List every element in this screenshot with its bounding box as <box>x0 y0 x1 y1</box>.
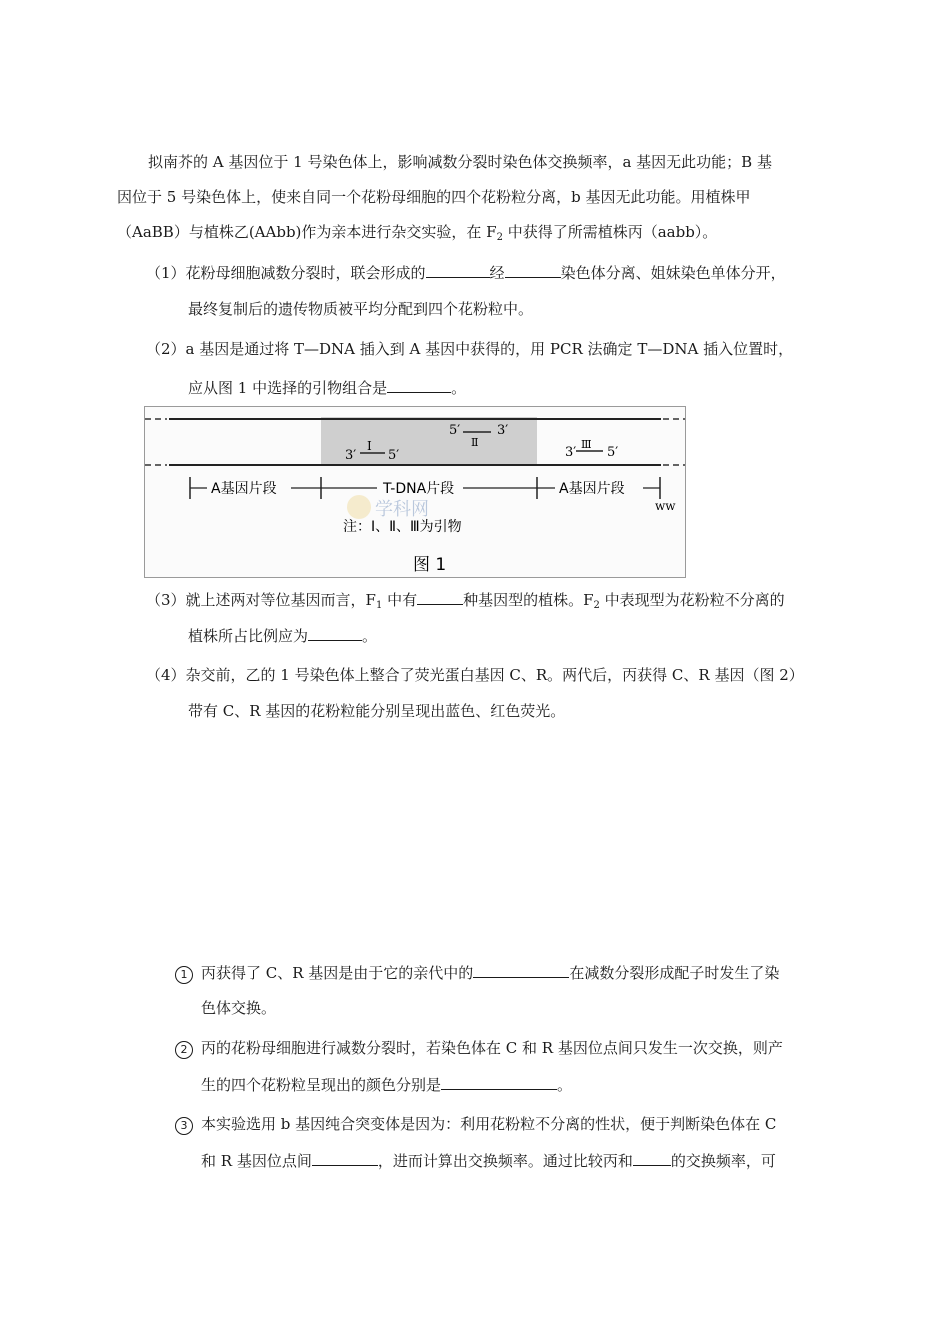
circled-number: 1 <box>175 966 193 984</box>
answer-blank[interactable] <box>473 961 569 978</box>
answer-blank[interactable] <box>387 376 451 393</box>
figure-caption: 图 1 <box>413 555 447 575</box>
segment-label-t-dna: T-DNA片段 <box>383 481 455 497</box>
corner-mark: ww <box>655 499 676 513</box>
answer-blank[interactable] <box>633 1149 671 1166</box>
primer-1-right-end: 5′ <box>388 448 400 463</box>
question-3-line-2: 植株所占比例应为 。 <box>188 624 377 646</box>
primer-3-left-end: 3′ <box>565 445 577 460</box>
sub-item-3-line-2: 和 R 基因位点间 ，进而计算出交换频率。通过比较丙和 的交换频率，可 <box>201 1149 776 1171</box>
intro-line-3: （AaBB）与植株乙(AAbb)作为亲本进行杂交实验，在 $F_2$ 中获得了所需植株丙（aabb）。 <box>117 223 718 243</box>
intro-line-1: 拟南芥的 A 基因位于 1 号染色体上，影响减数分裂时染色体交换频率，a 基因无此功能；B 基 <box>148 153 772 171</box>
primer-3-label: Ⅲ <box>581 438 592 451</box>
sub-item-2-line-2: 生的四个花粉粒呈现出的颜色分别是 。 <box>201 1073 572 1095</box>
primer-1-left-end: 3′ <box>345 448 357 463</box>
segment-label-a-left: A基因片段 <box>211 481 277 497</box>
circled-number: 2 <box>175 1041 193 1059</box>
figure-1 <box>144 406 686 578</box>
answer-blank[interactable] <box>505 261 561 278</box>
circled-number: 3 <box>175 1117 193 1135</box>
answer-blank[interactable] <box>441 1073 557 1090</box>
sub-item-2-line-1: 2 丙的花粉母细胞进行减数分裂时，若染色体在 C 和 R 基因位点间只发生一次交换，则产 <box>175 1037 783 1059</box>
figure-1-diagram <box>145 407 685 577</box>
question-3-line-1: （3）就上述两对等位基因而言，$F_1$ 中有 种基因型的植株。$F_2$ 中表现型为花粉粒不分离的 <box>146 588 785 611</box>
question-2-line-2: 应从图 1 中选择的引物组合是 。 <box>188 376 466 398</box>
answer-blank[interactable] <box>312 1149 378 1166</box>
watermark-logo-icon <box>347 495 371 519</box>
primer-2-label: Ⅱ <box>471 436 479 449</box>
answer-blank[interactable] <box>417 588 463 605</box>
question-1-line-2: 最终复制后的遗传物质被平均分配到四个花粉粒中。 <box>188 300 534 318</box>
question-1-line-1: （1）花粉母细胞减数分裂时，联会形成的 经 染色体分离、姐妹染色单体分开， <box>146 261 786 283</box>
intro-line-2: 因位于 5 号染色体上，使来自同一个花粉母细胞的四个花粉粒分离，b 基因无此功能。用植株甲 <box>117 188 751 206</box>
question-4-line-1: （4）杂交前，乙的 1 号染色体上整合了荧光蛋白基因 C、R。两代后，丙获得 C、R 基因（图 2） <box>146 666 804 684</box>
primer-2-left-end: 5′ <box>449 423 461 438</box>
sub-item-1-line-2: 色体交换。 <box>201 999 277 1017</box>
watermark-text: 学科网 <box>375 499 429 520</box>
question-2-line-1: （2）a 基因是通过将 T—DNA 插入到 A 基因中获得的，用 PCR 法确定 T—DNA 插入位置时， <box>146 340 794 358</box>
primer-2-right-end: 3′ <box>497 423 509 438</box>
question-4-line-2: 带有 C、R 基因的花粉粒能分别呈现出蓝色、红色荧光。 <box>188 702 566 720</box>
sub-item-3-line-1: 3 本实验选用 b 基因纯合突变体是因为：利用花粉粒不分离的性状，便于判断染色体在 C <box>175 1113 776 1135</box>
answer-blank[interactable] <box>426 261 490 278</box>
sub-item-1-line-1: 1 丙获得了 C、R 基因是由于它的亲代中的 在减数分裂形成配子时发生了染 <box>175 961 779 984</box>
primer-1-label: Ⅰ <box>367 439 372 453</box>
primer-3-right-end: 5′ <box>607 445 619 460</box>
answer-blank[interactable] <box>308 624 362 641</box>
figure-note: 注：Ⅰ、Ⅱ、Ⅲ为引物 <box>343 519 462 535</box>
segment-label-a-right: A基因片段 <box>559 481 625 497</box>
